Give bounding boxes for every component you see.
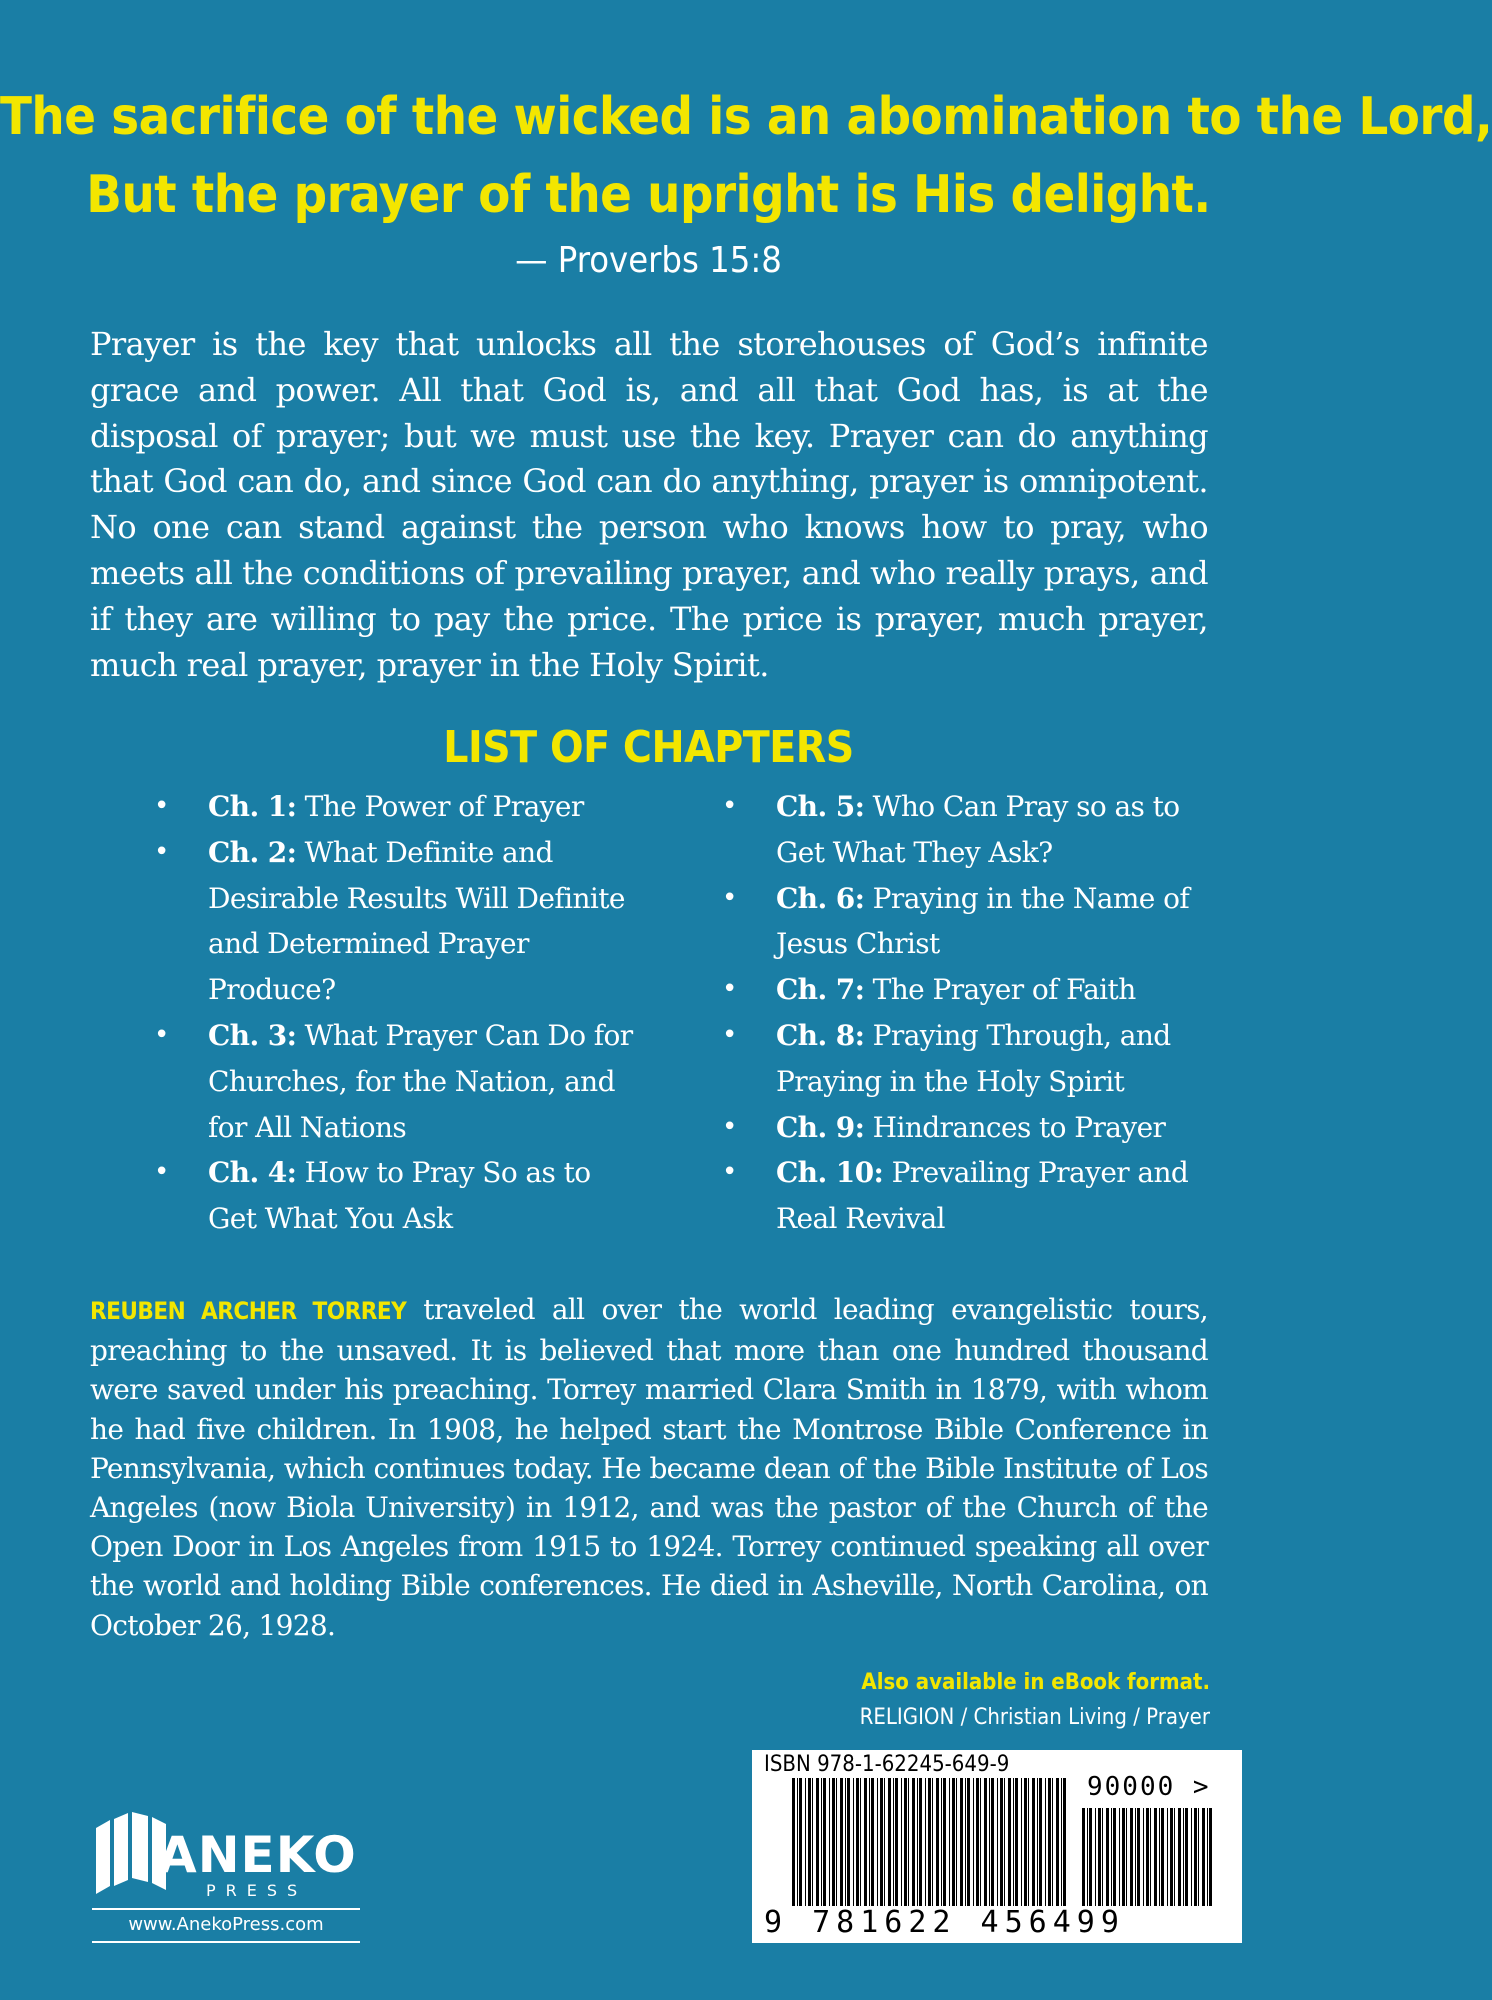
chapter-item — [718, 876, 1208, 968]
barcode-bar — [1028, 1778, 1029, 1906]
barcode-bar — [821, 1778, 822, 1906]
barcode-bar — [1126, 1808, 1127, 1906]
bullet-icon: • — [722, 882, 737, 913]
barcode-bar — [997, 1778, 998, 1906]
chapter-number: Ch. 10: — [776, 1156, 884, 1190]
barcode-bar — [1209, 1808, 1212, 1906]
barcode-bar — [1159, 1808, 1160, 1906]
chapter-number: Ch. 4: — [208, 1156, 297, 1190]
barcode-bar — [1178, 1808, 1181, 1906]
barcode-bar — [908, 1778, 909, 1906]
chapter-item — [718, 967, 1208, 1013]
barcode-bar — [973, 1778, 974, 1906]
bullet-icon: • — [154, 791, 169, 821]
barcode-bar — [808, 1778, 811, 1906]
barcode-bar — [1119, 1808, 1120, 1906]
barcode-bar — [847, 1778, 850, 1906]
barcode-bar — [816, 1778, 819, 1906]
barcode-bar — [936, 1778, 939, 1906]
chapter-title: Praying in the Name of Jesus Christ — [776, 881, 1190, 961]
barcode-bar — [1063, 1778, 1066, 1906]
barcode-bar — [1061, 1778, 1062, 1906]
barcode-bar — [1052, 1778, 1053, 1906]
chapter-item — [718, 1150, 1208, 1242]
barcode-bar — [941, 1778, 942, 1906]
author-name: REUBEN ARCHER TORREY — [90, 1297, 407, 1325]
barcode-bar — [967, 1778, 970, 1906]
chapter-title: The Prayer of Faith — [872, 973, 1136, 1007]
barcode-bar — [1194, 1808, 1197, 1906]
barcode-bar — [1013, 1778, 1014, 1906]
barcode-bar — [1098, 1808, 1101, 1906]
barcode-bar — [1135, 1808, 1136, 1906]
barcode-bar — [980, 1778, 981, 1906]
barcode-bar — [1167, 1808, 1168, 1906]
barcode-bar — [871, 1778, 874, 1906]
barcode-bar — [1015, 1778, 1018, 1906]
barcode-bar — [895, 1778, 898, 1906]
logo-divider-bottom — [92, 1941, 360, 1943]
barcode-bar — [1024, 1778, 1027, 1906]
barcode-digits: 9 781622 456499 — [764, 1905, 1125, 1940]
bullet-icon: • — [722, 974, 737, 1005]
price-code: 90000 > — [1087, 1772, 1211, 1802]
barcode-bar — [877, 1778, 878, 1906]
chapter-list-left — [150, 784, 640, 1242]
barcode-bar — [932, 1778, 933, 1906]
barcode-bar — [805, 1778, 806, 1906]
bullet-icon: • — [154, 836, 169, 867]
barcode-bar — [1174, 1808, 1175, 1906]
intro-paragraph: Prayer is the key that unlocks all the storehouses of God’s infinite grace and power. All that God is, and all that God has, is at the disposal of prayer; but we must use the key. Prayer can do anything that God can do, and since God can do anything, prayer is omnipotent. No one can stand against the person who knows how to pray, who meets all the conditions of prevailing prayer, and who really prays, and if they are willing to pay the price. The price is prayer, much prayer, much real prayer, prayer in the Holy Spirit. — [90, 325, 1208, 684]
barcode-bar — [1039, 1778, 1042, 1906]
barcode-bar — [823, 1778, 826, 1906]
barcode-bar — [1045, 1778, 1046, 1906]
barcode-bar — [1185, 1808, 1188, 1906]
barcode-bar — [1154, 1808, 1157, 1906]
chapter-item — [150, 1013, 640, 1150]
barcode-bar — [893, 1778, 894, 1906]
chapter-number: Ch. 8: — [776, 1018, 865, 1052]
barcode-bar — [956, 1778, 957, 1906]
isbn-label: ISBN 978-1-62245-649-9 — [764, 1752, 1010, 1777]
barcode-bar — [1130, 1808, 1133, 1906]
quote-citation: — Proverbs 15:8 — [515, 240, 782, 281]
aneko-press-logo — [88, 1796, 368, 1946]
chapter-number: Ch. 9: — [776, 1110, 865, 1144]
barcode-bar — [856, 1778, 859, 1906]
barcode-bar — [836, 1778, 837, 1906]
chapter-number: Ch. 7: — [776, 973, 865, 1007]
chapter-number: Ch. 6: — [776, 881, 865, 915]
bullet-icon: • — [722, 1111, 737, 1142]
barcode-bar — [832, 1778, 835, 1906]
ebook-note: Also available in eBook format. — [861, 1670, 1210, 1695]
barcode-bar — [965, 1778, 966, 1906]
chapter-item — [718, 1105, 1208, 1151]
barcode-bar — [984, 1778, 987, 1906]
bullet-icon: • — [722, 1157, 737, 1188]
barcode-bar — [853, 1778, 854, 1906]
bullet-icon: • — [722, 791, 737, 821]
bullet-icon: • — [154, 1019, 169, 1050]
barcode-bar — [1202, 1808, 1205, 1906]
barcode-bar — [1137, 1808, 1140, 1906]
chapter-title: Hindrances to Prayer — [872, 1110, 1166, 1144]
barcode-bar — [1198, 1808, 1199, 1906]
barcode-bar — [1087, 1808, 1088, 1906]
barcode-bar — [888, 1778, 891, 1906]
barcode-bar — [1089, 1808, 1092, 1906]
bisac-category: RELIGION / Christian Living / Prayer — [859, 1705, 1210, 1730]
barcode-bar — [869, 1778, 870, 1906]
barcode-bar — [925, 1778, 926, 1906]
barcode-bar — [904, 1778, 907, 1906]
barcode-bar — [991, 1778, 994, 1906]
barcode-bar — [1032, 1778, 1035, 1906]
barcode-bar — [1048, 1778, 1051, 1906]
barcode-bar — [1056, 1778, 1059, 1906]
barcode-bar — [1191, 1808, 1192, 1906]
barcode-bar — [912, 1778, 915, 1906]
chapter-item — [150, 784, 640, 830]
bullet-icon: • — [722, 1019, 737, 1050]
barcode-bar — [1113, 1808, 1116, 1906]
chapter-title: Praying Through, and Praying in the Holy Spirit — [776, 1018, 1171, 1098]
scripture-quote — [0, 78, 1492, 234]
barcode-bar — [1183, 1808, 1184, 1906]
barcode-bar — [1122, 1808, 1125, 1906]
barcode-bar — [1161, 1808, 1164, 1906]
barcode-bar — [1004, 1778, 1005, 1906]
chapter-number: Ch. 3: — [208, 1018, 297, 1052]
barcode-bar — [928, 1778, 931, 1906]
chapter-number: Ch. 5: — [776, 790, 865, 823]
author-bio — [90, 1290, 1208, 1645]
quote-line-1: The sacrifice of the wicked is an abomination to the Lord, — [0, 87, 1492, 147]
barcode-bar — [1008, 1778, 1011, 1906]
chapter-item — [150, 1150, 640, 1242]
barcode-bar — [1146, 1808, 1149, 1906]
barcode-bar — [797, 1778, 798, 1906]
chapter-title: What Prayer Can Do for Churches, for the Nation, and for All Nations — [208, 1018, 633, 1144]
chapters-heading: LIST OF CHAPTERS — [443, 722, 854, 773]
bullet-icon: • — [154, 1157, 169, 1188]
barcode-bar — [864, 1778, 867, 1906]
barcode-bar — [919, 1778, 922, 1906]
chapter-item — [718, 784, 1208, 876]
barcode-bar — [976, 1778, 979, 1906]
quote-line-2: But the prayer of the upright is His delight. — [86, 165, 1211, 225]
barcode-bar — [884, 1778, 885, 1906]
logo-subtitle: PRESS — [206, 1881, 308, 1900]
chapter-item — [718, 1013, 1208, 1105]
barcode-bar — [1095, 1808, 1096, 1906]
barcode-bars-addon — [1082, 1808, 1217, 1906]
publisher-url: www.AnekoPress.com — [128, 1914, 324, 1935]
barcode-bar — [1021, 1778, 1022, 1906]
barcode-bar — [952, 1778, 955, 1906]
barcode-bar — [943, 1778, 946, 1906]
chapter-item — [150, 830, 640, 1013]
barcode-bar — [860, 1778, 861, 1906]
barcode-bar — [960, 1778, 963, 1906]
barcode-bar — [845, 1778, 846, 1906]
chapter-number: Ch. 1: — [208, 790, 297, 823]
barcode-bar — [792, 1778, 795, 1906]
chapter-title: Prevailing Prayer and Real Revival — [776, 1156, 1189, 1236]
barcode-bar — [949, 1778, 950, 1906]
barcode-bar — [1111, 1808, 1112, 1906]
chapter-title: The Power of Prayer — [304, 790, 584, 823]
logo-wordmark: ANEKO — [158, 1826, 357, 1884]
barcode-bar — [1000, 1778, 1003, 1906]
barcode-bar — [840, 1778, 843, 1906]
barcode-bar — [829, 1778, 830, 1906]
barcode-bars-main — [792, 1778, 1072, 1906]
barcode-bar — [1082, 1808, 1085, 1906]
chapter-title: Who Can Pray so as to Get What They Ask? — [776, 790, 1180, 869]
chapter-list-right — [718, 784, 1208, 1242]
chapter-title: How to Pray So as to Get What You Ask — [208, 1156, 591, 1236]
barcode-bar — [1037, 1778, 1038, 1906]
author-bio-text: traveled all over the world leading evangelistic tours, preaching to the unsaved. It is believed that more than one hundred thousand were saved under his preaching. Torrey married Clara Smith in 1879, with whom he had five children. In 1908, he helped start the Montrose Bible Conference in Pennsylvania, which continues today. He became dean of the Bible Institute of Los Angeles (now Biola University) in 1912, and was the pastor of the Church of the Open Door in Los Angeles from 1915 to 1924. Torrey continued speaking all over the world and holding Bible conferences. He died in Asheville, North Carolina, on October 26, 1928. — [90, 1293, 1208, 1642]
publisher-info — [740, 1670, 1210, 1730]
barcode-bar — [1207, 1808, 1208, 1906]
barcode-bar — [1143, 1808, 1144, 1906]
barcode-bar — [812, 1778, 813, 1906]
barcode-bar — [917, 1778, 918, 1906]
barcode-bar — [1102, 1808, 1103, 1906]
barcode-bar — [1106, 1808, 1109, 1906]
logo-divider — [92, 1908, 360, 1910]
barcode-bar — [1170, 1808, 1173, 1906]
barcode-bar — [901, 1778, 902, 1906]
isbn-barcode — [752, 1750, 1242, 1943]
barcode-bar — [799, 1778, 802, 1906]
barcode-bar — [989, 1778, 990, 1906]
barcode-bar — [880, 1778, 883, 1906]
chapter-number: Ch. 2: — [208, 835, 297, 869]
chapter-title: What Definite and Desirable Results Will Definite and Determined Prayer Produce? — [208, 835, 625, 1007]
barcode-bar — [1150, 1808, 1151, 1906]
